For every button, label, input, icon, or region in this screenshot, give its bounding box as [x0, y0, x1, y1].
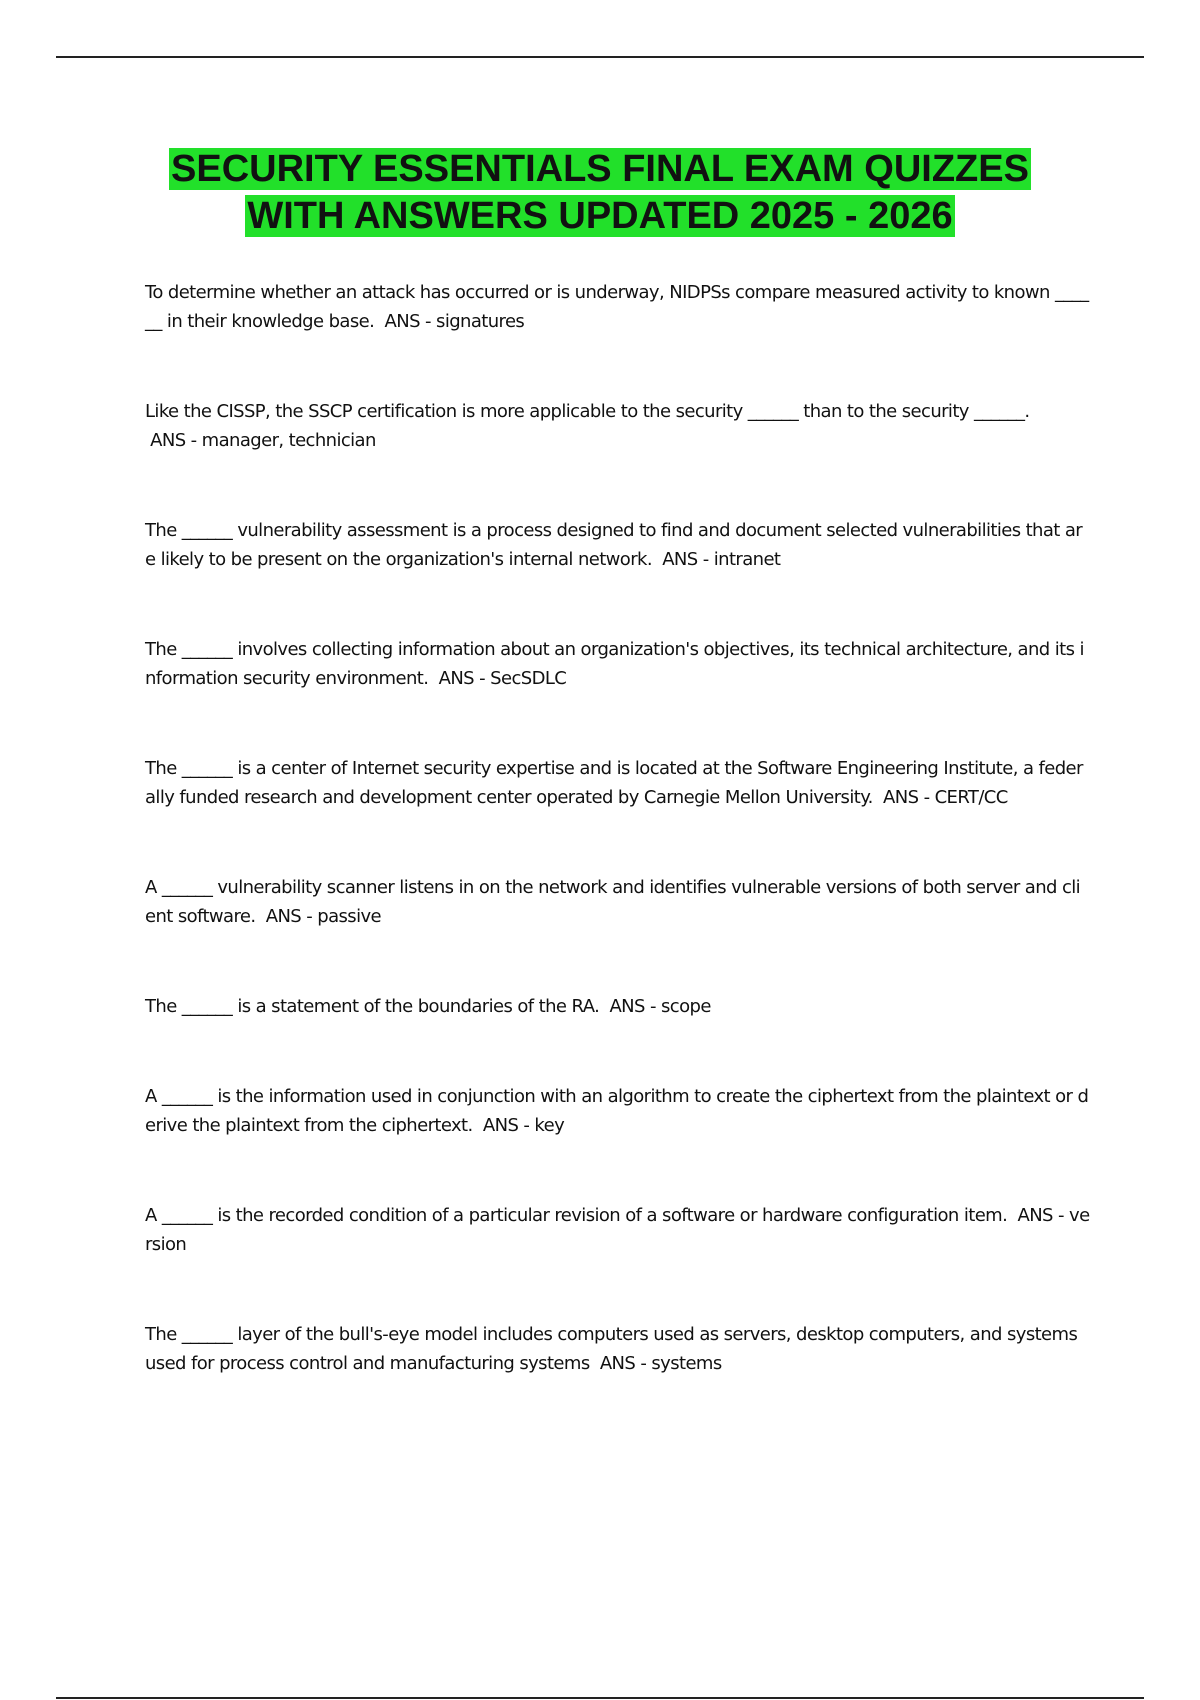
answer-text: ANS - signatures [374, 311, 525, 332]
question-item-9 [145, 1201, 1090, 1259]
question-text: The ______ involves collecting information about an organization's objectives, its technical architecture, and its information security environment. [145, 639, 1084, 689]
question-item-6 [145, 873, 1090, 931]
question-item-10 [145, 1320, 1090, 1378]
answer-text: ANS - SecSDLC [428, 668, 567, 689]
answer-text: ANS - manager, technician [145, 430, 376, 451]
answer-text: ANS - intranet [651, 549, 781, 570]
question-text: Like the CISSP, the SSCP certification is more applicable to the security ______ than to the security ______. [145, 401, 1030, 422]
title-line-1: SECURITY ESSENTIALS FINAL EXAM QUIZZES [171, 148, 1029, 190]
answer-text: ANS - version [145, 1205, 1090, 1255]
answer-text: ANS - systems [589, 1353, 722, 1374]
question-text: A ______ is the information used in conjunction with an algorithm to create the ciphertext from the plaintext or derive the plaintext from the ciphertext. [145, 1086, 1089, 1136]
question-text: The ______ is a statement of the boundaries of the RA. [145, 996, 600, 1017]
question-item-3 [145, 516, 1090, 574]
answer-text: ANS - scope [599, 996, 711, 1017]
question-text: A ______ is the recorded condition of a particular revision of a software or hardware configuration item. [145, 1205, 1008, 1226]
answer-text: ANS - passive [255, 906, 382, 927]
question-item-4 [145, 635, 1090, 693]
question-text: The ______ vulnerability assessment is a process designed to find and document selected vulnerabilities that are likely to be present on the organization's internal network. [145, 520, 1083, 570]
question-item-2 [145, 397, 1090, 455]
question-text: The ______ is a center of Internet security expertise and is located at the Software Engineering Institute, a federally funded research and development center operated by Carnegie Mellon University. [145, 758, 1083, 808]
question-list [145, 278, 1090, 1378]
question-text: A ______ vulnerability scanner listens in on the network and identifies vulnerable versions of both server and client software. [145, 877, 1081, 927]
answer-text: ANS - CERT/CC [872, 787, 1008, 808]
document-title [0, 146, 1200, 240]
question-item-5 [145, 754, 1090, 812]
answer-text: ANS - key [472, 1115, 565, 1136]
question-item-8 [145, 1082, 1090, 1140]
question-text: To determine whether an attack has occurred or is underway, NIDPSs compare measured activity to known ______ in their knowledge base. [145, 282, 1089, 332]
bottom-rule [56, 1697, 1144, 1699]
top-rule [56, 56, 1144, 58]
title-line-2: WITH ANSWERS UPDATED 2025 - 2026 [247, 195, 953, 237]
question-item-1 [145, 278, 1090, 336]
question-item-7 [145, 992, 1090, 1021]
question-text: The ______ layer of the bull's-eye model includes computers used as servers, desktop computers, and systems used for process control and manufacturing systems [145, 1324, 1078, 1374]
